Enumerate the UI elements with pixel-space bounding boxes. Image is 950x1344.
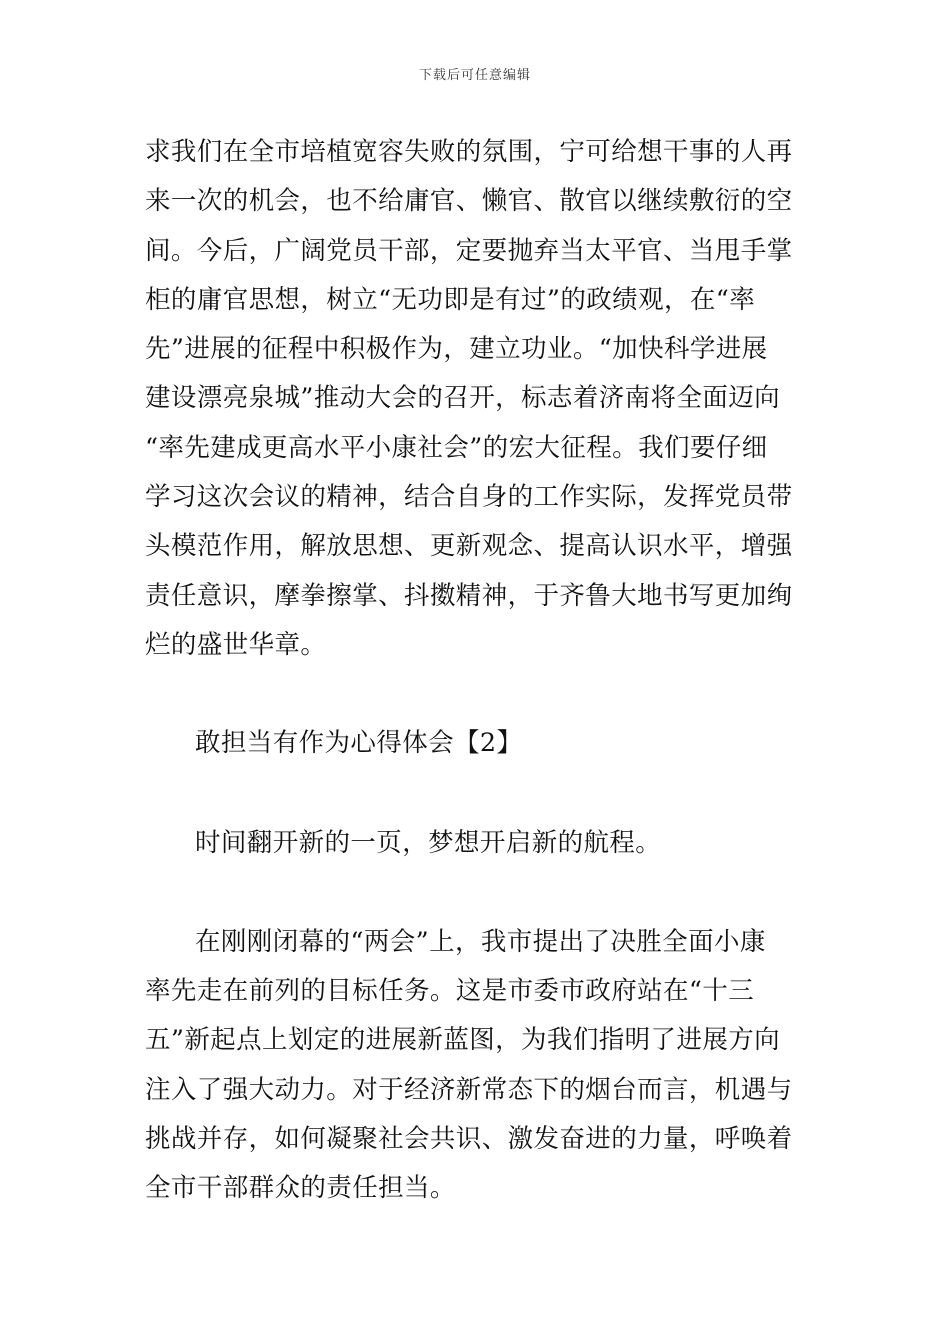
paragraph-line: 建设漂亮泉城”推动大会的召开，标志着济南将全面迈向 (145, 383, 781, 414)
paragraph-line: 学习这次会议的精神，结合自身的工作实际，发挥党员带 (145, 482, 793, 513)
paragraph-line: 烂的盛世华章。 (145, 629, 327, 660)
paragraph-line: 先”进展的征程中积极作为，建立功业。“加快科学进展 (145, 334, 768, 365)
page-header: 下载后可任意编辑 (418, 68, 531, 83)
paragraph-line: 求我们在全市培植宽容失败的氛围，宁可给想干事的人再 (145, 137, 793, 167)
paragraph-line: 头模范作用，解放思想、更新观念、提高认识水平，增强 (145, 531, 793, 562)
paragraph-line: 率先走在前列的目标任务。这是市委市政府站在“十三 (145, 976, 755, 1007)
paragraph-line: 挑战并存，如何凝聚社会共识、激发奋进的力量，呼唤着 (145, 1124, 793, 1155)
section-title: 敢担当有作为心得体会【2】 (195, 728, 523, 759)
paragraph-line: 间。今后，广阔党员干部，定要抛弃当太平官、当甩手掌 (145, 235, 793, 266)
paragraph-2: 时间翻开新的一页，梦想开启新的航程。 (195, 827, 662, 858)
paragraph-line: 柜的庸官思想，树立“无功即是有过”的政绩观，在“率 (145, 284, 756, 315)
paragraph-line: “率先建成更高水平小康社会”的宏大征程。我们要仔细 (145, 432, 768, 463)
paragraph-1 (145, 128, 809, 670)
document-body (145, 128, 809, 1214)
paragraph-3 (145, 918, 809, 1214)
paragraph-line: 来一次的机会，也不给庸官、懒官、散官以继续敷衍的空 (145, 186, 793, 217)
paragraph-line: 在刚刚闭幕的“两会”上，我市提出了决胜全面小康 (195, 926, 766, 957)
paragraph-line: 全市干部群众的责任担当。 (145, 1173, 456, 1204)
paragraph-line: 责任意识，摩拳擦掌、抖擞精神，于齐鲁大地书写更加绚 (145, 580, 793, 611)
paragraph-line: 五”新起点上划定的进展新蓝图，为我们指明了进展方向 (145, 1025, 781, 1056)
paragraph-line: 注入了强大动力。对于经济新常态下的烟台而言，机遇与 (145, 1074, 793, 1105)
